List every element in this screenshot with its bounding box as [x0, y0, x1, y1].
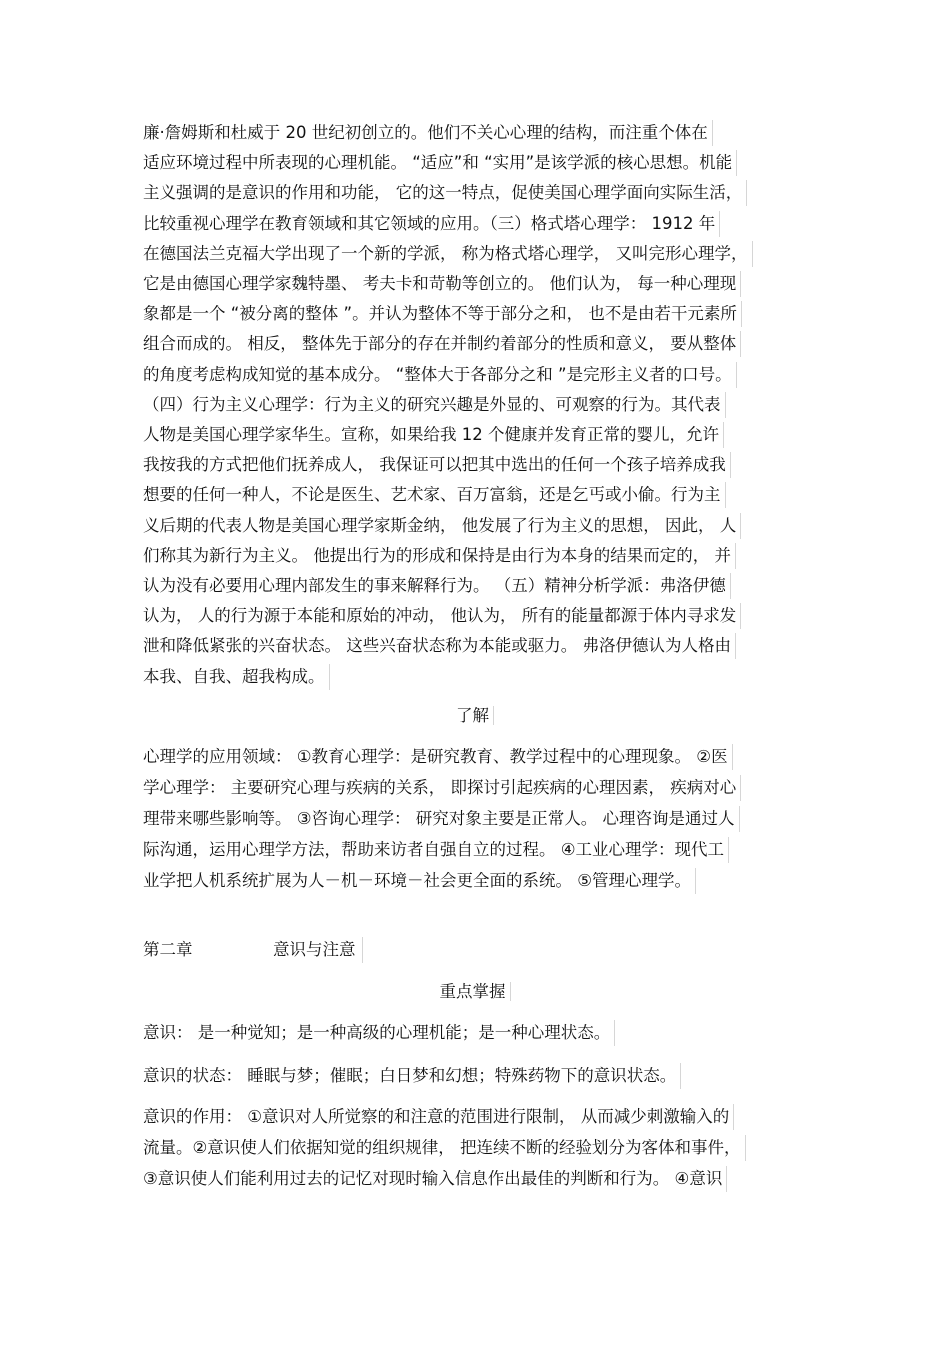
text-line: 组合而成的。 相反， 整体先于部分的存在并制约着部分的性质和意义， 要从整体 — [143, 331, 741, 357]
text-line: 流量。②意识使人们依据知觉的组织规律， 把连续不断的经验划分为客体和事件， — [143, 1135, 746, 1161]
text-line: 们称其为新行为主义。 他提出行为的形成和保持是由行为本身的结果而定的， 并 — [143, 543, 736, 569]
states-of-consciousness: 意识的状态： 睡眠与梦；催眠；白日梦和幻想；特殊药物下的意识状态。 — [143, 1063, 681, 1089]
text-line: （四）行为主义心理学：行为主义的研究兴趣是外显的、可观察的行为。其代表 — [143, 392, 726, 418]
text-line: 心理学的应用领域： ①教育心理学：是研究教育、教学过程中的心理现象。 ②医 — [143, 744, 733, 770]
text-line: 比较重视心理学在教育领域和其它领域的应用。（三）格式塔心理学： 1912 年 — [143, 211, 720, 237]
text-line: 泄和降低紧张的兴奋状态。 这些兴奋状态称为本能或驱力。 弗洛伊德认为人格由 — [143, 633, 736, 659]
text-line: ③意识使人们能利用过去的记忆对现时输入信息作出最佳的判断和行为。 ④意识 — [143, 1166, 727, 1192]
text-line: 想要的任何一种人，不论是医生、艺术家、百万富翁，还是乞丐或小偷。行为主 — [143, 482, 726, 508]
text-line: 意识的作用： ①意识对人所觉察的和注意的范围进行限制， 从而减少刺激输入的 — [143, 1104, 734, 1130]
definition-consciousness: 意识： 是一种觉知；是一种高级的心理机能；是一种心理状态。 — [143, 1020, 615, 1046]
section-heading-key-points: 重点掌握 — [0, 979, 950, 1005]
text-line: 认为， 人的行为源于本能和原始的冲动， 他认为， 所有的能量都源于体内寻求发 — [143, 603, 741, 629]
text-line: 理带来哪些影响等。 ③咨询心理学： 研究对象主要是正常人。 心理咨询是通过人 — [143, 806, 740, 832]
text-line: 义后期的代表人物是美国心理学家斯金纳， 他发展了行为主义的思想， 因此， 人 — [143, 513, 741, 539]
text-line: 的角度考虑构成知觉的基本成分。 “整体大于各部分之和 ”是完形主义者的口号。 — [143, 362, 737, 388]
chapter-title: 意识与注意 — [273, 940, 356, 959]
text-line: 适应环境过程中所表现的心理机能。 “适应”和 “实用”是该学派的核心思想。机能 — [143, 150, 737, 176]
text-line: 际沟通，运用心理学方法，帮助来访者自强自立的过程。 ④工业心理学：现代工 — [143, 837, 729, 863]
text-line: 业学把人机系统扩展为人－机－环境－社会更全面的系统。 ⑤管理心理学。 — [143, 868, 696, 894]
text-line: 它是由德国心理学家魏特墨、 考夫卡和苛勒等创立的。 他们认为， 每一种心理现 — [143, 271, 741, 297]
chapter-heading — [143, 937, 363, 963]
text-line: 人物是美国心理学家华生。宣称，如果给我 12 个健康并发育正常的婴儿，允许 — [143, 422, 724, 448]
text-line: 在德国法兰克福大学出现了一个新的学派， 称为格式塔心理学， 又叫完形心理学， — [143, 241, 753, 267]
chapter-number: 第二章 — [143, 940, 193, 959]
text-line: 认为没有必要用心理内部发生的事来解释行为。 （五）精神分析学派：弗洛伊德 — [143, 573, 731, 599]
text-line: 象都是一个 “被分离的整体 ”。并认为整体不等于部分之和， 也不是由若干元素所 — [143, 301, 742, 327]
text-line: 本我、自我、超我构成。 — [143, 664, 330, 690]
text-line: 廉·詹姆斯和杜威于 20 世纪初创立的。他们不关心心理的结构，而注重个体在 — [143, 120, 713, 146]
section-heading-understand: 了解 — [0, 703, 950, 729]
text-line: 我按我的方式把他们抚养成人， 我保证可以把其中选出的任何一个孩子培养成我 — [143, 452, 731, 478]
text-line: 学心理学： 主要研究心理与疾病的关系， 即探讨引起疾病的心理因素， 疾病对心 — [143, 775, 741, 801]
text-line: 主义强调的是意识的作用和功能， 它的这一特点，促使美国心理学面向实际生活， — [143, 180, 747, 206]
